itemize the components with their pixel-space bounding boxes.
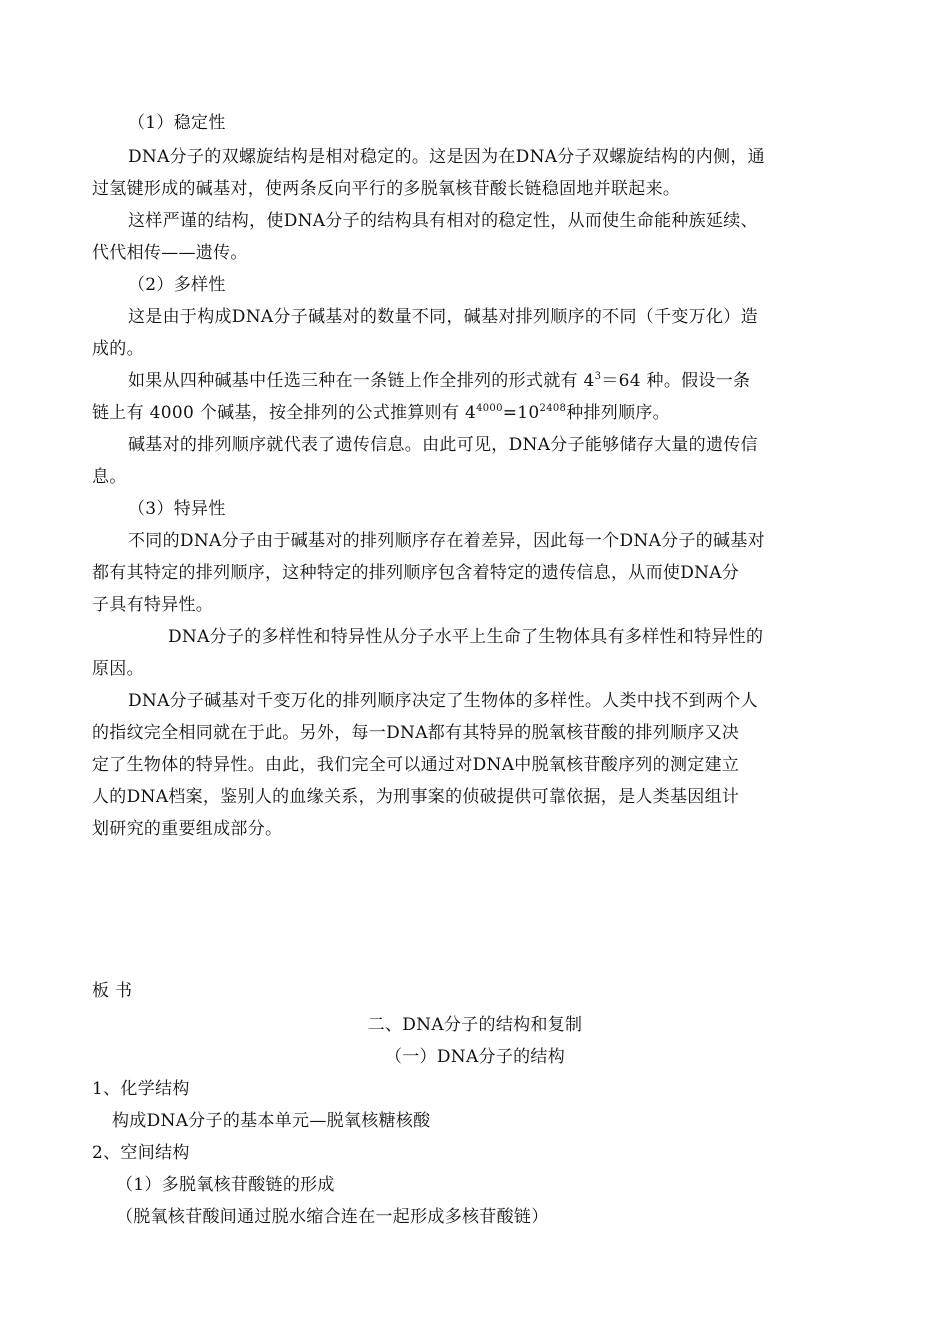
outline-item: （脱氧核苷酸间通过脱水缩合连在一起形成多核苷酸链）: [116, 1207, 549, 1227]
formula-text: 如果从四种碱基中任选三种在一条链上作全排列的形式就有 4: [128, 371, 595, 391]
outline-item: 构成DNA分子的基本单元—脱氧核糖核酸: [112, 1111, 431, 1131]
paragraph-line: 这样严谨的结构，使DNA分子的结构具有相对的稳定性，从而使生命能种族延续、: [128, 211, 758, 231]
superscript: 4000: [476, 403, 503, 414]
formula-text: ＝64 种。假设一条: [601, 371, 751, 391]
paragraph-line: 的指纹完全相同就在于此。另外，每一DNA都有其特异的脱氧核苷酸的排列顺序又决: [92, 723, 740, 743]
specificity-heading: （3）特异性: [128, 499, 226, 519]
formula-text: 种排列顺序。: [566, 403, 670, 423]
formula-text: 链上有 4000 个碱基，按全排列的公式推算则有 4: [92, 403, 477, 423]
formula-line-1: [128, 370, 750, 392]
outline-item: 2、空间结构: [92, 1143, 190, 1163]
paragraph-line: 定了生物体的特异性。由此，我们完全可以通过对DNA中脱氧核苷酸序列的测定建立: [92, 755, 740, 775]
formula-text: =10: [502, 403, 540, 423]
paragraph-line: 息。: [92, 467, 127, 487]
formula-line-2: [92, 402, 670, 424]
paragraph-line: 这是由于构成DNA分子碱基对的数量不同，碱基对排列顺序的不同（千变万化）造: [128, 307, 758, 327]
paragraph-line: DNA分子的多样性和特异性从分子水平上生命了生物体具有多样性和特异性的: [168, 627, 764, 647]
paragraph-line: 子具有特异性。: [92, 595, 214, 615]
stability-heading: （1）稳定性: [128, 113, 226, 133]
board-title: 二、DNA分子的结构和复制: [367, 1015, 583, 1035]
outline-item: （1）多脱氧核苷酸链的形成: [116, 1175, 335, 1195]
superscript: 3: [594, 371, 602, 382]
paragraph-line: 碱基对的排列顺序就代表了遗传信息。由此可见，DNA分子能够储存大量的遗传信: [128, 435, 758, 455]
paragraph-line: 过氢键形成的碱基对，使两条反向平行的多脱氧核苷酸长链稳固地并联起来。: [92, 179, 681, 199]
paragraph-line: 不同的DNA分子由于碱基对的排列顺序存在着差异，因此每一个DNA分子的碱基对: [128, 531, 765, 551]
diversity-heading: （2）多样性: [128, 275, 226, 295]
paragraph-line: 原因。: [92, 659, 144, 679]
paragraph-line: 人的DNA档案，鉴别人的血缘关系，为刑事案的侦破提供可靠依据，是人类基因组计: [92, 787, 740, 807]
paragraph-line: DNA分子碱基对千变万化的排列顺序决定了生物体的多样性。人类中找不到两个人: [128, 691, 758, 711]
board-label: 板 书: [92, 981, 133, 1001]
paragraph-line: 成的。: [92, 339, 144, 359]
paragraph-line: 都有其特定的排列顺序，这种特定的排列顺序包含着特定的遗传信息，从而使DNA分: [92, 563, 740, 583]
board-subtitle: （一）DNA分子的结构: [384, 1047, 566, 1067]
paragraph-line: 划研究的重要组成部分。: [92, 819, 283, 839]
paragraph-line: DNA分子的双螺旋结构是相对稳定的。这是因为在DNA分子双螺旋结构的内侧，通: [128, 147, 765, 167]
outline-item: 1、化学结构: [92, 1079, 190, 1099]
paragraph-line: 代代相传——遗传。: [92, 243, 248, 263]
superscript: 2408: [539, 403, 567, 414]
